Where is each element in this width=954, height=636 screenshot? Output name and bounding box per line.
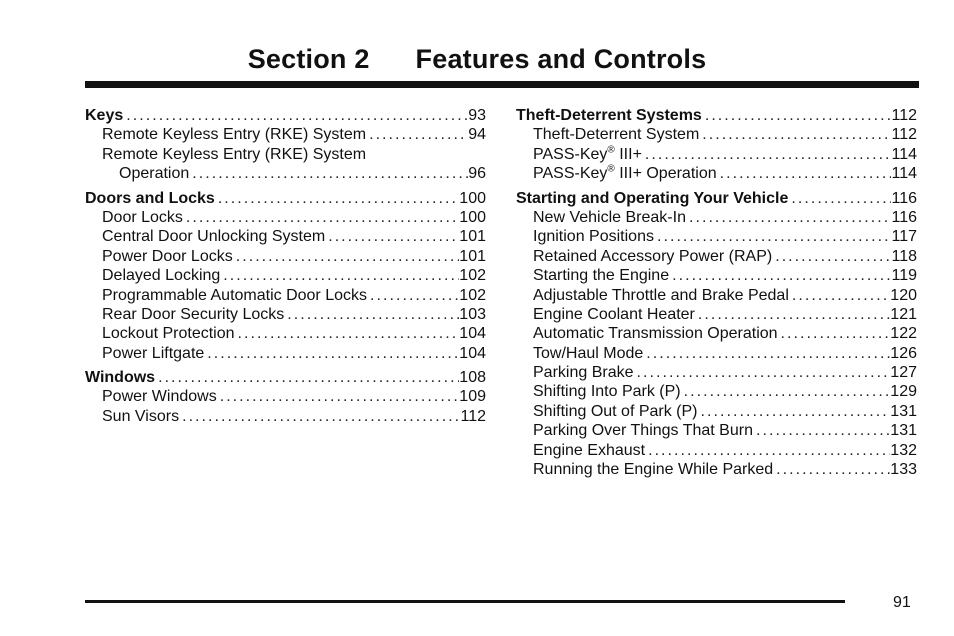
toc-entry-label: Theft-Deterrent Systems	[516, 107, 702, 124]
toc-entry[interactable]	[516, 164, 917, 183]
toc-page-number: 120	[890, 286, 917, 304]
dot-leader	[753, 421, 890, 440]
toc-entry[interactable]	[516, 363, 917, 382]
dot-leader	[235, 324, 460, 343]
toc-page-number: 102	[459, 286, 486, 304]
toc-page-number: 108	[459, 369, 486, 387]
dot-leader	[695, 305, 890, 324]
toc-entry-label: Central Door Unlocking System	[102, 228, 326, 246]
dot-leader	[789, 286, 890, 305]
dot-leader	[717, 164, 892, 183]
toc-page-number: 93	[468, 107, 486, 124]
toc-entry[interactable]	[85, 344, 486, 363]
dot-leader	[179, 407, 460, 426]
toc-page-number: 117	[891, 228, 917, 246]
toc-entry[interactable]	[516, 460, 917, 479]
toc-entry[interactable]	[85, 208, 486, 227]
toc-page-number: 100	[459, 208, 486, 226]
toc-entry-continuation[interactable]	[85, 164, 486, 183]
toc-entry-label: Ignition Positions	[533, 228, 654, 246]
toc-entry[interactable]	[85, 286, 486, 305]
toc-page-number: 112	[891, 126, 917, 144]
toc-page-number: 104	[459, 325, 486, 343]
toc-left-column	[85, 106, 486, 426]
toc-page-number: 126	[890, 344, 917, 362]
toc-entry[interactable]	[85, 266, 486, 285]
toc-entry-label: Sun Visors	[102, 407, 180, 425]
dot-leader	[204, 344, 459, 363]
toc-page-number: 96	[468, 165, 486, 183]
registered-mark: ®	[607, 164, 615, 175]
toc-entry[interactable]	[85, 324, 486, 343]
toc-entry[interactable]	[85, 305, 486, 324]
toc-entry-label: Delayed Locking	[102, 267, 221, 285]
toc-entry-label: PASS-Key® III+	[533, 144, 642, 163]
toc-entry-label: Power Liftgate	[102, 344, 205, 362]
toc-page-number: 100	[459, 189, 486, 207]
toc-entry[interactable]	[85, 247, 486, 266]
dot-leader	[643, 344, 890, 363]
toc-entry-label: Shifting Out of Park (P)	[533, 402, 698, 420]
toc-entry[interactable]	[516, 266, 917, 285]
toc-entry[interactable]	[516, 247, 917, 266]
toc-entry-label: Doors and Locks	[85, 189, 215, 207]
dot-leader	[189, 164, 468, 183]
toc-section-entry[interactable]	[85, 106, 486, 125]
toc-page-number: 116	[891, 208, 917, 226]
toc-entry-label: Power Windows	[102, 388, 217, 406]
toc-entry[interactable]	[85, 407, 486, 426]
footer-rule	[85, 600, 845, 603]
toc-page-number: 94	[468, 126, 486, 144]
dot-leader	[367, 286, 459, 305]
dot-leader	[155, 368, 459, 387]
toc-entry-label: Power Door Locks	[102, 247, 233, 265]
toc-page-number: 121	[890, 305, 917, 323]
dot-leader	[233, 247, 460, 266]
toc-page-number: 104	[459, 344, 486, 362]
toc-entry[interactable]	[85, 125, 486, 144]
dot-leader	[284, 305, 459, 324]
page-number: 91	[893, 594, 911, 611]
toc-entry-label: Theft-Deterrent System	[533, 126, 700, 144]
dot-leader	[788, 189, 891, 208]
toc-entry[interactable]	[516, 402, 917, 421]
toc-entry-label: New Vehicle Break-In	[533, 208, 686, 226]
toc-entry[interactable]	[516, 227, 917, 246]
toc-entry[interactable]	[516, 305, 917, 324]
toc-page-number: 114	[891, 145, 917, 163]
toc-entry-label: Keys	[85, 107, 124, 124]
toc-entry-label: Lockout Protection	[102, 325, 235, 343]
toc-entry[interactable]	[516, 208, 917, 227]
toc-entry-label: Automatic Transmission Operation	[533, 325, 778, 343]
toc-entry[interactable]	[85, 387, 486, 406]
toc-page-number: 109	[459, 388, 486, 406]
toc-page-number: 127	[890, 364, 917, 382]
dot-leader	[681, 382, 891, 401]
toc-entry-label: Retained Accessory Power (RAP)	[533, 247, 773, 265]
dot-leader	[325, 227, 459, 246]
section-label: Section 2	[247, 44, 370, 74]
toc-entry-label: Shifting Into Park (P)	[533, 383, 681, 401]
toc-entry-label: PASS-Key® III+ Operation	[533, 164, 717, 183]
toc-page-number: 112	[460, 407, 486, 425]
toc-entry-label: Adjustable Throttle and Brake Pedal	[533, 286, 789, 304]
toc-entry-label: Rear Door Security Locks	[102, 305, 285, 323]
toc-entry[interactable]	[516, 145, 917, 164]
toc-page-number: 102	[459, 267, 486, 285]
toc-entry-label: Tow/Haul Mode	[533, 344, 644, 362]
toc-page-number: 129	[890, 383, 917, 401]
toc-page-number: 133	[890, 461, 917, 479]
toc-entry-label: Starting and Operating Your Vehicle	[516, 189, 789, 207]
toc-page-number: 118	[891, 247, 917, 265]
dot-leader	[686, 208, 892, 227]
toc-entry[interactable]	[516, 286, 917, 305]
dot-leader	[366, 125, 468, 144]
toc-page-number: 122	[890, 325, 917, 343]
toc-section-entry[interactable]	[516, 106, 917, 125]
toc-entry[interactable]	[516, 125, 917, 144]
dot-leader	[698, 402, 891, 421]
section-title: Features and Controls	[415, 44, 707, 74]
toc-entry[interactable]	[85, 145, 486, 164]
toc-entry[interactable]	[85, 227, 486, 246]
dot-leader	[645, 441, 890, 460]
toc-entry[interactable]	[516, 441, 917, 460]
toc-entry-label: Door Locks	[102, 208, 183, 226]
dot-leader	[654, 227, 892, 246]
dot-leader	[642, 145, 892, 164]
dot-leader	[669, 266, 891, 285]
toc-page-number: 131	[890, 422, 917, 440]
dot-leader	[634, 363, 891, 382]
dot-leader	[217, 387, 460, 406]
section-heading	[0, 44, 954, 75]
toc-entry-label: Windows	[85, 369, 156, 387]
dot-leader	[773, 460, 890, 479]
toc-page-number: 114	[891, 165, 917, 183]
toc-page-number: 103	[459, 305, 486, 323]
toc-page-number: 101	[459, 247, 486, 265]
toc-page-number: 112	[891, 107, 917, 124]
toc-entry[interactable]	[516, 421, 917, 440]
dot-leader	[772, 247, 891, 266]
dot-leader	[123, 106, 468, 125]
toc-page-number: 119	[891, 267, 917, 285]
toc-page-number: 132	[890, 441, 917, 459]
toc-page-number: 101	[459, 228, 486, 246]
dot-leader	[699, 125, 891, 144]
toc-section-entry[interactable]	[516, 189, 917, 208]
toc-entry-label: Parking Over Things That Burn	[533, 422, 753, 440]
toc-section-entry[interactable]	[85, 189, 486, 208]
toc-entry-label: Remote Keyless Entry (RKE) System	[102, 126, 367, 144]
toc-entry-label: Engine Exhaust	[533, 441, 646, 459]
toc-entry-label: Remote Keyless Entry (RKE) System	[102, 145, 367, 163]
toc-entry-label: Starting the Engine	[533, 267, 670, 285]
dot-leader	[183, 208, 459, 227]
dot-leader	[215, 189, 459, 208]
registered-mark: ®	[607, 144, 615, 156]
toc-entry-label: Running the Engine While Parked	[533, 461, 774, 479]
toc-entry-label: Operation	[119, 165, 190, 183]
toc-page-number: 116	[891, 189, 917, 207]
dot-leader	[702, 106, 892, 125]
header-rule	[85, 81, 919, 88]
toc-entry[interactable]	[516, 344, 917, 363]
toc-entry[interactable]	[516, 382, 917, 401]
toc-page-number: 131	[890, 402, 917, 420]
dot-leader	[220, 266, 459, 285]
dot-leader	[778, 324, 891, 343]
toc-entry[interactable]	[516, 324, 917, 343]
toc-entry-label: Engine Coolant Heater	[533, 305, 695, 323]
toc-section-entry[interactable]	[85, 368, 486, 387]
toc-entry-label: Parking Brake	[533, 364, 634, 382]
toc-entry-label: Programmable Automatic Door Locks	[102, 286, 367, 304]
toc-right-column	[516, 106, 917, 479]
